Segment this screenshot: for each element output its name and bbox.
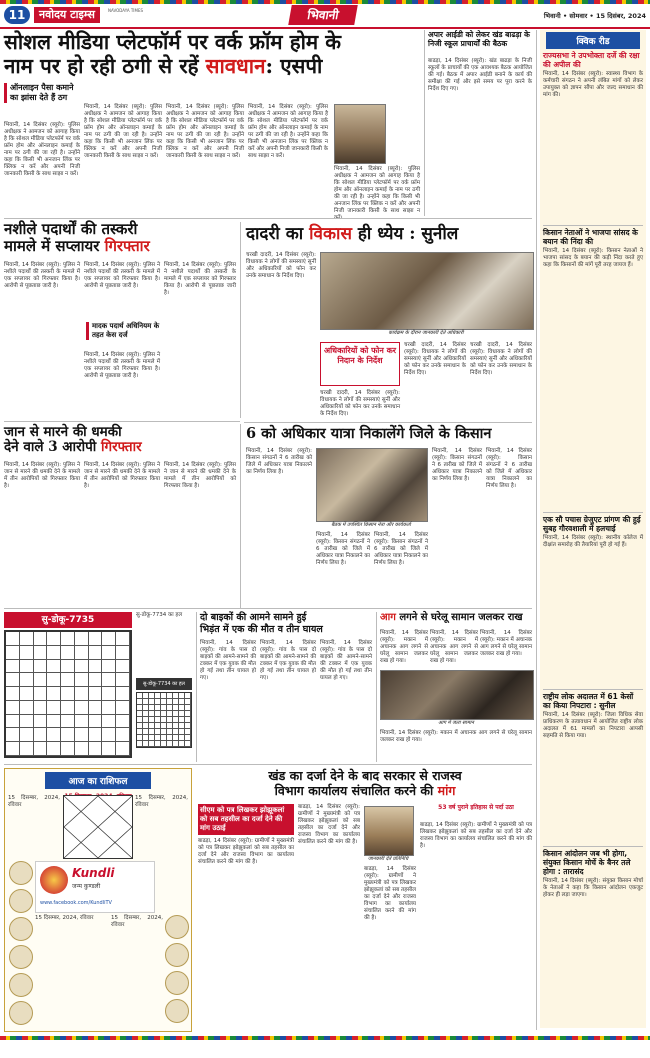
bottom-decorative-stripe xyxy=(0,1036,650,1040)
sudoku-cell xyxy=(61,687,75,701)
divider xyxy=(240,424,241,608)
sudoku-cell xyxy=(20,701,34,715)
zodiac-taurus-icon xyxy=(9,889,33,913)
vikas-body-col1: चरखी दादरी, 14 दिसंबर (ब्यूरो): विधायक ने लोगों की समस्याएं सुनीं और अधिकारियों को फोन कर उनके समाधान के निर्देश दिए। xyxy=(246,252,316,279)
bottom-body-col3: बाढड़ा, 14 दिसंबर (ब्यूरो): ग्रामीणों ने मुख्यमंत्री को पत्र लिखकर झोझूकलां को सब तहसील का दर्जा देने और राजस्व विभाग का कार्यालय संचालित करने की मांग की है। xyxy=(364,866,416,921)
sudoku-cell xyxy=(47,687,61,701)
sudoku-cell xyxy=(89,646,103,660)
sudoku-cell xyxy=(102,632,116,646)
vikas-photo-caption: कार्यक्रम के दौरान जानकारी देते अधिकारी xyxy=(388,330,464,336)
rights-photo-caption: बैठक में उपस्थित किसान नेता और कार्यकर्ता xyxy=(331,522,411,528)
horoscope-text-left: 15 दिसम्बर, 2024, रविवार xyxy=(35,915,94,921)
paper-name: नवोदय टाइम्स xyxy=(34,7,100,23)
kundli-ad xyxy=(35,861,155,913)
zodiac-virgo-icon xyxy=(9,1001,33,1025)
sudoku-cell xyxy=(102,728,116,742)
accident-body-col2: भिवानी, 14 दिसंबर (ब्यूरो): गांव के पास दो बाइकों की आमने-सामने की टक्कर में एक युवक की मौत हो गई तथा तीन घायल हो गए। xyxy=(260,640,316,681)
drugs-headline: नशीले पदार्थों की तस्करी मामले में सप्लायर गिरफ्तार xyxy=(4,220,150,255)
bottom-headline: खंड का दर्जा देने के बाद सरकार से राजस्व विभाग कार्यालय संचालित करने की मांग xyxy=(268,768,462,798)
sudoku-cell xyxy=(20,646,34,660)
sudoku-cell xyxy=(75,728,89,742)
divider xyxy=(4,764,532,765)
drugs-headline-highlight: गिरफ्तार xyxy=(104,236,150,255)
horoscope-text-left-top: 15 दिसम्बर, 2024, रविवार xyxy=(8,795,60,808)
zodiac-gemini-icon xyxy=(9,917,33,941)
bottom-body-col2: बाढड़ा, 14 दिसंबर (ब्यूरो): ग्रामीणों ने मुख्यमंत्री को पत्र लिखकर झोझूकलां को सब तहसील का दर्जा देने और राजस्व विभाग का कार्यालय संचालित करने की मांग की है। xyxy=(298,804,360,845)
lead-headline xyxy=(4,32,422,77)
sudoku-cell xyxy=(34,715,48,729)
sudoku-answer-grid xyxy=(136,692,192,748)
rights-photo xyxy=(316,448,428,522)
zodiac-libra-icon xyxy=(165,915,189,939)
sudoku-cell xyxy=(75,660,89,674)
sudoku-cell xyxy=(102,742,116,756)
horoscope-text-right: 15 दिसम्बर, 2024, रविवार xyxy=(111,915,163,928)
threat-headline-highlight: गिरफ्तार xyxy=(101,439,142,456)
sudoku-cell xyxy=(116,715,130,729)
fire-photo xyxy=(380,670,534,720)
sudoku-cell xyxy=(89,728,103,742)
sudoku-cell xyxy=(61,728,75,742)
quick-read-label: क्विक रीड xyxy=(546,32,640,49)
sudoku-cell xyxy=(47,701,61,715)
vikas-body-col4: चरखी दादरी, 14 दिसंबर (ब्यूरो): विधायक ने लोगों की समस्याएं सुनीं और अधिकारियों को फोन कर उनके समाधान के निर्देश दिए। xyxy=(470,342,532,376)
edition-note: NAVODAYA TIMES xyxy=(108,8,144,13)
sudoku-cell xyxy=(89,715,103,729)
zodiac-sagittarius-icon xyxy=(165,971,189,995)
sudoku-cell xyxy=(89,632,103,646)
sudoku-cell xyxy=(20,742,34,756)
sudoku-cell xyxy=(34,673,48,687)
section-name: भिवानी xyxy=(288,5,358,25)
sudoku-cell xyxy=(47,742,61,756)
sudoku-cell xyxy=(47,715,61,729)
sudoku-cell xyxy=(75,687,89,701)
sudoku-cell xyxy=(6,660,20,674)
sp-portrait-photo xyxy=(334,104,386,164)
divider xyxy=(240,222,241,418)
sudoku-cell xyxy=(34,660,48,674)
lead-subhead-box xyxy=(4,83,80,103)
sudoku-cell xyxy=(6,715,20,729)
sudoku-cell xyxy=(102,701,116,715)
bottom-body-col1: बाढड़ा, 14 दिसंबर (ब्यूरो): ग्रामीणों ने मुख्यमंत्री को पत्र लिखकर झोझूकलां को सब तहसील का दर्जा देने और राजस्व विभाग का कार्यालय संचालित करने की मांग की है। xyxy=(198,838,294,865)
sudoku-cell xyxy=(6,673,20,687)
sudoku-cell xyxy=(116,701,130,715)
vikas-headline-highlight: विकास xyxy=(309,224,352,244)
lead-subhead: ऑनलाइन पैसा कमाने का झांसा देते हैं ठग xyxy=(4,83,80,103)
rights-body-col1: भिवानी, 14 दिसंबर (ब्यूरो): किसान संगठनों ने 6 तारीख को जिले में अधिकार यात्रा निकालने का निर्णय लिया है। xyxy=(246,448,312,475)
sudoku-cell xyxy=(75,646,89,660)
divider xyxy=(4,608,532,609)
sudoku-cell xyxy=(102,673,116,687)
fire-body-col3: भिवानी, 14 दिसंबर (ब्यूरो): मकान में अचानक आग लगने से घरेलू सामान जलकर राख हो गया। xyxy=(480,630,532,657)
divider xyxy=(376,612,377,762)
threat-body-col1: भिवानी, 14 दिसंबर (ब्यूरो): पुलिस ने जान से मारने की धमकी देने के मामले में तीन आरोपियों को गिरफ्तार किया है। xyxy=(4,462,80,489)
sudoku-cell xyxy=(61,715,75,729)
fire-photo-caption: आग में जला सामान xyxy=(438,720,474,726)
lead-body-col1: भिवानी, 14 दिसंबर (ब्यूरो): पुलिस अधीक्षक ने आमजन को आगाह किया है कि सोशल मीडिया प्लेटफॉर्म पर वर्क फ्रॉम होम और ऑनलाइन कमाई के नाम पर ठगी की जा रही है। उन्होंने कहा कि किसी भी अनजान लिंक पर क्लिक न करें और अपनी निजी जानकारी किसी के साथ साझा न करें। xyxy=(4,122,80,177)
sudoku-cell xyxy=(116,660,130,674)
quick-read-item1-body: भिवानी, 14 दिसंबर (ब्यूरो): स्वास्थ्य विभाग के कर्मचारी संगठन ने अपनी लंबित मांगों को लेकर उपायुक्त को ज्ञापन सौंपा और जल्द समाधान की मांग की। xyxy=(543,71,643,98)
zodiac-aries-icon xyxy=(9,861,33,885)
lead-body-col4: भिवानी, 14 दिसंबर (ब्यूरो): पुलिस अधीक्षक ने आमजन को आगाह किया है कि सोशल मीडिया प्लेटफॉर्म पर वर्क फ्रॉम होम और ऑनलाइन कमाई के नाम पर ठगी की जा रही है। उन्होंने कहा कि किसी भी अनजान लिंक पर क्लिक न करें और अपनी निजी जानकारी किसी के साथ साझा न करें। xyxy=(248,104,328,159)
sudoku-cell xyxy=(34,687,48,701)
sudoku-cell xyxy=(102,687,116,701)
lead-body-col5: भिवानी, 14 दिसंबर (ब्यूरो): पुलिस अधीक्षक ने आमजन को आगाह किया है कि सोशल मीडिया प्लेटफॉर्म पर वर्क फ्रॉम होम और ऑनलाइन कमाई के नाम पर ठगी की जा रही है। उन्होंने कहा कि किसी भी अनजान लिंक पर क्लिक न करें और अपनी निजी जानकारी किसी के साथ साझा न xyxy=(334,166,420,214)
bottom-photo-caption: जानकारी देते प्रतिनिधि xyxy=(367,856,409,862)
lead-headline-highlight: सावधान xyxy=(205,53,266,78)
kundli-logo-icon xyxy=(40,866,68,894)
sudoku-cell xyxy=(89,673,103,687)
drugs-body-col1: भिवानी, 14 दिसंबर (ब्यूरो): पुलिस ने नशीले पदार्थों की तस्करी के मामले में एक सप्लायर को गिरफ्तार किया है। आरोपी से पूछताछ जारी है। xyxy=(4,262,80,289)
dateline: भिवानी • सोमवार • 15 दिसंबर, 2024 xyxy=(543,12,646,20)
sudoku-cell xyxy=(116,742,130,756)
vikas-photo xyxy=(320,252,534,330)
lead-body-col3: भिवानी, 14 दिसंबर (ब्यूरो): पुलिस अधीक्षक ने आमजन को आगाह किया है कि सोशल मीडिया प्लेटफॉर्म पर वर्क फ्रॉम होम और ऑनलाइन कमाई के नाम पर ठगी की जा रही है। उन्होंने कहा कि किसी भी अनजान लिंक पर क्लिक न करें और अपनी निजी जानकारी किसी के साथ साझा न करें। xyxy=(166,104,244,159)
sudoku-cell xyxy=(20,660,34,674)
bottom-subhead: सीएम को पत्र लिखकर झोझूकलां को सब तहसील का दर्जा देने की मांग उठाई xyxy=(198,804,294,835)
sudoku-cell xyxy=(20,728,34,742)
sudoku-cell xyxy=(6,632,20,646)
sudoku-cell xyxy=(6,742,20,756)
sudoku-cell xyxy=(47,728,61,742)
divider xyxy=(536,30,537,1030)
sudoku-cell xyxy=(89,742,103,756)
sudoku-cell xyxy=(34,742,48,756)
sudoku-cell xyxy=(6,701,20,715)
quick-read-item2-body: भिवानी, 14 दिसंबर (ब्यूरो): किसान नेताओं ने भाजपा सांसद के बयान की कड़ी निंदा करते हुए कहा कि किसानों की मांगें पूरी तरह जायज हैं। xyxy=(543,248,643,268)
threat-headline: जान से मारने की धमकी देने वाले 3 आरोपी गिरफ्तार xyxy=(4,424,142,456)
vikas-body-col2: चरखी दादरी, 14 दिसंबर (ब्यूरो): विधायक ने लोगों की समस्याएं सुनीं और अधिकारियों को फोन कर उनके समाधान के निर्देश दिए। xyxy=(320,390,400,417)
quick-read-item5-title: किसान आंदोलन जब भी होगा, संयुक्त किसान मोर्चे के बैनर तले होगा : तारासंद xyxy=(543,846,643,876)
sudoku-cell xyxy=(34,728,48,742)
vikas-headline: दादरी का विकास ही ध्येय : सुनील xyxy=(246,224,459,244)
horoscope-chart xyxy=(63,795,133,859)
vikas-callout-box: अधिकारियों को फोन कर निदान के निर्देश xyxy=(320,342,400,386)
sudoku-cell xyxy=(89,687,103,701)
quick-read-item3-body: भिवानी, 14 दिसंबर (ब्यूरो): स्थानीय कॉलेज में दीक्षांत समारोह की तैयारियां पूरी हो गई हैं। xyxy=(543,535,643,548)
rights-body-col4: भिवानी, 14 दिसंबर (ब्यूरो): किसान संगठनों ने 6 तारीख को जिले में अधिकार यात्रा निकालने का निर्णय लिया है। xyxy=(432,448,482,482)
bottom-headline-highlight: मांग xyxy=(437,783,456,798)
quick-read-item3-title: एक सौ पचास ग्रेजुएट प्रांगण की हुई सुबह गौरवशाली में हलचाई xyxy=(543,512,643,533)
sudoku-cell xyxy=(75,701,89,715)
sudoku-cell xyxy=(20,632,34,646)
fire-body-col1: भिवानी, 14 दिसंबर (ब्यूरो): मकान में अचानक आग लगने से घरेलू सामान जलकर राख हो गया। xyxy=(380,630,428,664)
top-decorative-stripe xyxy=(0,0,650,4)
kundli-social-link[interactable]: www.facebook.com/KundliTV xyxy=(40,900,112,906)
sudoku-cell xyxy=(89,660,103,674)
sudoku-cell xyxy=(20,673,34,687)
sudoku-cell xyxy=(116,673,130,687)
sudoku-cell xyxy=(185,741,191,747)
rights-body-col5: भिवानी, 14 दिसंबर (ब्यूरो): किसान संगठनों ने 6 तारीख को जिले में अधिकार यात्रा निकालने का निर्णय लिया है। xyxy=(486,448,532,489)
vikas-body-col3: चरखी दादरी, 14 दिसंबर (ब्यूरो): विधायक ने लोगों की समस्याएं सुनीं और अधिकारियों को फोन कर उनके समाधान के निर्देश दिए। xyxy=(404,342,466,376)
drugs-body-col4: भिवानी, 14 दिसंबर (ब्यूरो): पुलिस ने नशीले पदार्थों की तस्करी के मामले में एक सप्लायर को गिरफ्तार किया है। आरोपी से पूछताछ जारी है। xyxy=(164,262,236,296)
sudoku-cell xyxy=(116,646,130,660)
sudoku-cell xyxy=(102,646,116,660)
threat-body-col3: भिवानी, 14 दिसंबर (ब्यूरो): पुलिस ने जान से मारने की धमकी देने के मामले में तीन आरोपियों को गिरफ्तार किया है। xyxy=(164,462,236,489)
lead-headline-line1: सोशल मीडिया प्लेटफॉर्म पर वर्क फ्रॉम होम के xyxy=(4,30,342,54)
bottom-portrait-photo xyxy=(364,806,414,856)
sudoku-cell xyxy=(75,632,89,646)
sudoku-cell xyxy=(20,715,34,729)
quick-read-item2-title: किसान नेताओं ने भाजपा सांसद के बयान की निंदा की xyxy=(543,225,643,246)
quick-read-item5-body: भिवानी, 14 दिसंबर (ब्यूरो): संयुक्त किसान मोर्चा के नेताओं ने कहा कि किसान आंदोलन एकजुट होकर ही लड़ा जाएगा। xyxy=(543,878,643,898)
zodiac-cancer-icon xyxy=(9,945,33,969)
lead-body-col2: भिवानी, 14 दिसंबर (ब्यूरो): पुलिस अधीक्षक ने आमजन को आगाह किया है कि सोशल मीडिया प्लेटफॉर्म पर वर्क फ्रॉम होम और ऑनलाइन कमाई के नाम पर ठगी की जा रही है। उन्होंने कहा कि किसी भी अनजान लिंक पर क्लिक न करें और अपनी निजी जानकारी किसी के साथ साझा न करें। xyxy=(84,104,162,159)
sudoku-instructions: सु-डोकू-7734 का हल xyxy=(136,612,183,618)
threat-body-col2: भिवानी, 14 दिसंबर (ब्यूरो): पुलिस ने जान से मारने की धमकी देने के मामले में तीन आरोपियों को गिरफ्तार किया है। xyxy=(84,462,160,489)
sudoku-cell xyxy=(89,701,103,715)
bottom-body-col4: बाढड़ा, 14 दिसंबर (ब्यूरो): ग्रामीणों ने मुख्यमंत्री को पत्र लिखकर झोझूकलां को सब तहसील का दर्जा देने और राजस्व विभाग का कार्यालय संचालित करने की मांग की है। xyxy=(420,822,532,849)
sudoku-cell xyxy=(116,632,130,646)
sudoku-cell xyxy=(75,673,89,687)
sudoku-title: सु-डोकू-7735 xyxy=(4,612,132,628)
fire-headline-highlight: आग xyxy=(380,612,396,623)
sudoku-grid xyxy=(4,630,132,758)
drugs-body-col3: भिवानी, 14 दिसंबर (ब्यूरो): पुलिस ने नशीले पदार्थों की तस्करी के मामले में एक सप्लायर को गिरफ्तार किया है। आरोपी से पूछताछ जारी है। xyxy=(84,352,160,379)
divider xyxy=(196,612,197,762)
fire-body-col4: भिवानी, 14 दिसंबर (ब्यूरो): मकान में अचानक आग लगने से घरेलू सामान जलकर राख हो गया। xyxy=(380,730,532,743)
accident-body-col3: भिवानी, 14 दिसंबर (ब्यूरो): गांव के पास दो बाइकों की आमने-सामने की टक्कर में एक युवक की मौत हो गई तथा तीन घायल हो गए। xyxy=(320,640,372,681)
kundli-tagline: जन्म कुण्डली xyxy=(72,883,101,890)
bottom-inline-note: 53 वर्ष पुराने इतिहास से पर्दा उठा xyxy=(438,804,514,811)
horoscope-title: आज का राशिफल xyxy=(45,772,151,789)
drugs-pullquote: मादक पदार्थ अधिनियम के तहत केस दर्ज xyxy=(86,322,164,340)
sudoku-cell xyxy=(61,632,75,646)
sudoku-cell xyxy=(116,687,130,701)
divider xyxy=(244,422,532,423)
sudoku-cell xyxy=(61,701,75,715)
sudoku-cell xyxy=(102,715,116,729)
quick-read-item1-title: राज्यसभा ने उपभोक्ता दर्जे की रक्षा की अपील की xyxy=(543,51,640,69)
zodiac-scorpio-icon xyxy=(165,943,189,967)
masthead xyxy=(0,5,650,29)
accident-body-col1: भिवानी, 14 दिसंबर (ब्यूरो): गांव के पास दो बाइकों की आमने-सामने की टक्कर में एक युवक की मौत हो गई तथा तीन घायल हो गए। xyxy=(200,640,256,681)
kundli-brand: Kundli xyxy=(72,866,115,880)
sudoku-cell xyxy=(47,632,61,646)
horoscope-panel xyxy=(4,768,192,1032)
sudoku-cell xyxy=(47,673,61,687)
fire-headline: आग लगने से घरेलू सामान जलकर राख xyxy=(380,612,523,623)
rights-body-col3: भिवानी, 14 दिसंबर (ब्यूरो): किसान संगठनों ने 6 तारीख को जिले में अधिकार यात्रा निकालने का निर्णय लिया है। xyxy=(374,532,428,566)
sudoku-cell xyxy=(61,646,75,660)
quick-read-item4-body: भिवानी, 14 दिसंबर (ब्यूरो): जिला विधिक सेवा प्राधिकरण के तत्वावधान में आयोजित राष्ट्रीय लोक अदालत में 61 मामलों का निपटारा आपसी सहमति से किया गया। xyxy=(543,712,643,739)
accident-headline: दो बाइकों की आमने सामने हुई भिड़ंत में एक की मौत व तीन घायल xyxy=(200,612,323,635)
drugs-body-col2: भिवानी, 14 दिसंबर (ब्यूरो): पुलिस ने नशीले पदार्थों की तस्करी के मामले में एक सप्लायर को गिरफ्तार किया है। आरोपी से पूछताछ जारी है। xyxy=(84,262,160,289)
sudoku-cell xyxy=(20,687,34,701)
kundli-chart-graphic xyxy=(64,796,132,858)
lead-headline-line2: नाम पर हो रही ठगी से रहें सावधान: एसपी xyxy=(4,53,323,78)
sudoku-cell xyxy=(47,646,61,660)
rights-body-col2: भिवानी, 14 दिसंबर (ब्यूरो): किसान संगठनों ने 6 तारीख को जिले में अधिकार यात्रा निकालने का निर्णय लिया है। xyxy=(316,532,370,566)
rights-headline: 6 को अधिकार यात्रा निकालेंगे जिले के किसान xyxy=(246,425,492,442)
sudoku-cell xyxy=(75,715,89,729)
horoscope-text-right-top: 15 दिसम्बर, 2024, रविवार xyxy=(135,795,188,808)
page-number: 11 xyxy=(4,6,30,24)
divider xyxy=(4,218,532,219)
zodiac-leo-icon xyxy=(9,973,33,997)
sudoku-cell xyxy=(34,701,48,715)
sudoku-cell xyxy=(34,632,48,646)
sudoku-cell xyxy=(61,660,75,674)
sudoku-cell xyxy=(6,646,20,660)
fire-body-col2: भिवानी, 14 दिसंबर (ब्यूरो): मकान में अचानक आग लगने से घरेलू सामान जलकर राख हो गया। xyxy=(430,630,478,664)
zodiac-capricorn-icon xyxy=(165,999,189,1023)
sudoku-cell xyxy=(47,660,61,674)
sudoku-cell xyxy=(102,660,116,674)
quick-read-column xyxy=(540,30,646,1028)
sudoku-cell xyxy=(6,687,20,701)
sudoku-cell xyxy=(61,742,75,756)
divider xyxy=(4,421,240,422)
sudoku-cell xyxy=(75,742,89,756)
sidebar-top-headline: अपार आईडी को लेकर खंड बाढड़ा के निजी स्कूल प्राचार्यों की बैठक xyxy=(428,30,530,48)
sudoku-cell xyxy=(6,728,20,742)
sudoku-cell xyxy=(34,646,48,660)
sudoku-cell xyxy=(116,728,130,742)
sidebar-top-body: बाढड़ा, 14 दिसंबर (ब्यूरो): खंड बाढड़ा के निजी स्कूलों के प्राचार्यों की एक आवश्यक बैठक आयोजित की गई। बैठक में अपार आईडी बनाने के कार्य की समीक्षा की गई और इसे समय पर पूरा करने के निर्देश दिए गए। xyxy=(428,58,532,92)
sudoku-cell xyxy=(61,673,75,687)
divider xyxy=(424,30,425,216)
sudoku-answer-label: सु-डोकू-7734 का हल xyxy=(136,678,192,690)
quick-read-item4-title: राष्ट्रीय लोक अदालत में 61 केसों का किया निपटारा : सुनील xyxy=(543,689,643,710)
